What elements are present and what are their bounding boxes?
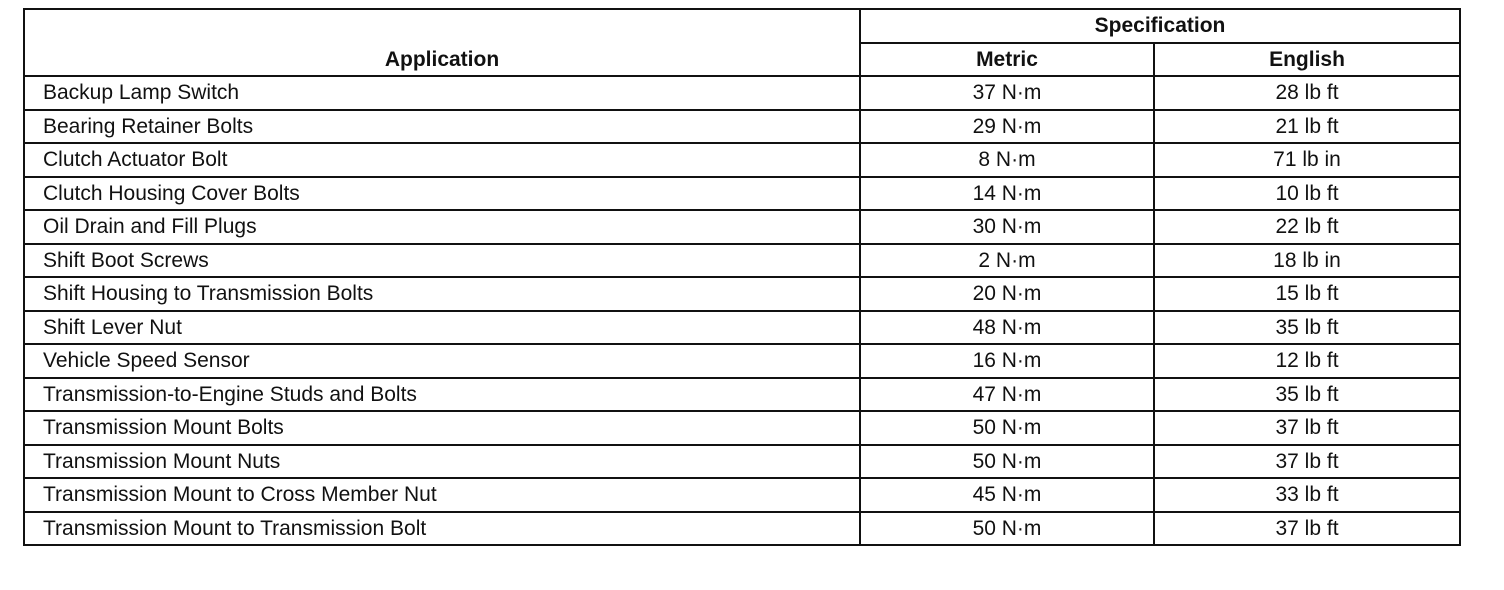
table-row: [24, 76, 1460, 110]
application-cell: Clutch Housing Cover Bolts: [24, 177, 860, 211]
application-cell: Transmission-to-Engine Studs and Bolts: [24, 378, 860, 412]
table-row: [24, 277, 1460, 311]
application-cell: Shift Housing to Transmission Bolts: [24, 277, 860, 311]
metric-value-cell: 50 N·m: [860, 512, 1154, 546]
application-cell: Transmission Mount Bolts: [24, 411, 860, 445]
column-group-header-specification: Specification: [860, 9, 1460, 43]
application-cell: Oil Drain and Fill Plugs: [24, 210, 860, 244]
application-cell: Transmission Mount Nuts: [24, 445, 860, 479]
english-value-cell: 37 lb ft: [1154, 445, 1460, 479]
metric-value-cell: 50 N·m: [860, 411, 1154, 445]
table-row: [24, 512, 1460, 546]
table-row: [24, 143, 1460, 177]
english-value-cell: 33 lb ft: [1154, 478, 1460, 512]
table-body: [24, 76, 1460, 545]
table-row: [24, 110, 1460, 144]
metric-value-cell: 2 N·m: [860, 244, 1154, 278]
table-row: [24, 344, 1460, 378]
english-value-cell: 37 lb ft: [1154, 411, 1460, 445]
metric-value-cell: 16 N·m: [860, 344, 1154, 378]
header-row-top: [24, 9, 1460, 43]
application-cell: Clutch Actuator Bolt: [24, 143, 860, 177]
table-row: [24, 177, 1460, 211]
column-header-english: English: [1154, 43, 1460, 77]
application-cell: Transmission Mount to Cross Member Nut: [24, 478, 860, 512]
table-row: [24, 445, 1460, 479]
english-value-cell: 37 lb ft: [1154, 512, 1460, 546]
metric-value-cell: 14 N·m: [860, 177, 1154, 211]
application-cell: Bearing Retainer Bolts: [24, 110, 860, 144]
application-cell: Vehicle Speed Sensor: [24, 344, 860, 378]
application-cell: Backup Lamp Switch: [24, 76, 860, 110]
column-header-metric: Metric: [860, 43, 1154, 77]
english-value-cell: 22 lb ft: [1154, 210, 1460, 244]
english-value-cell: 35 lb ft: [1154, 378, 1460, 412]
metric-value-cell: 37 N·m: [860, 76, 1154, 110]
english-value-cell: 35 lb ft: [1154, 311, 1460, 345]
english-value-cell: 21 lb ft: [1154, 110, 1460, 144]
english-value-cell: 28 lb ft: [1154, 76, 1460, 110]
metric-value-cell: 48 N·m: [860, 311, 1154, 345]
english-value-cell: 10 lb ft: [1154, 177, 1460, 211]
english-value-cell: 71 lb in: [1154, 143, 1460, 177]
metric-value-cell: 30 N·m: [860, 210, 1154, 244]
metric-value-cell: 20 N·m: [860, 277, 1154, 311]
table-header: [24, 9, 1460, 76]
metric-value-cell: 8 N·m: [860, 143, 1154, 177]
torque-specification-table: [23, 8, 1461, 546]
table-row: [24, 244, 1460, 278]
application-cell: Transmission Mount to Transmission Bolt: [24, 512, 860, 546]
english-value-cell: 12 lb ft: [1154, 344, 1460, 378]
column-header-application: Application: [24, 9, 860, 76]
metric-value-cell: 50 N·m: [860, 445, 1154, 479]
table-row: [24, 378, 1460, 412]
english-value-cell: 15 lb ft: [1154, 277, 1460, 311]
table-row: [24, 210, 1460, 244]
table-row: [24, 411, 1460, 445]
table-row: [24, 311, 1460, 345]
table-row: [24, 478, 1460, 512]
metric-value-cell: 45 N·m: [860, 478, 1154, 512]
english-value-cell: 18 lb in: [1154, 244, 1460, 278]
application-cell: Shift Boot Screws: [24, 244, 860, 278]
application-cell: Shift Lever Nut: [24, 311, 860, 345]
metric-value-cell: 47 N·m: [860, 378, 1154, 412]
metric-value-cell: 29 N·m: [860, 110, 1154, 144]
